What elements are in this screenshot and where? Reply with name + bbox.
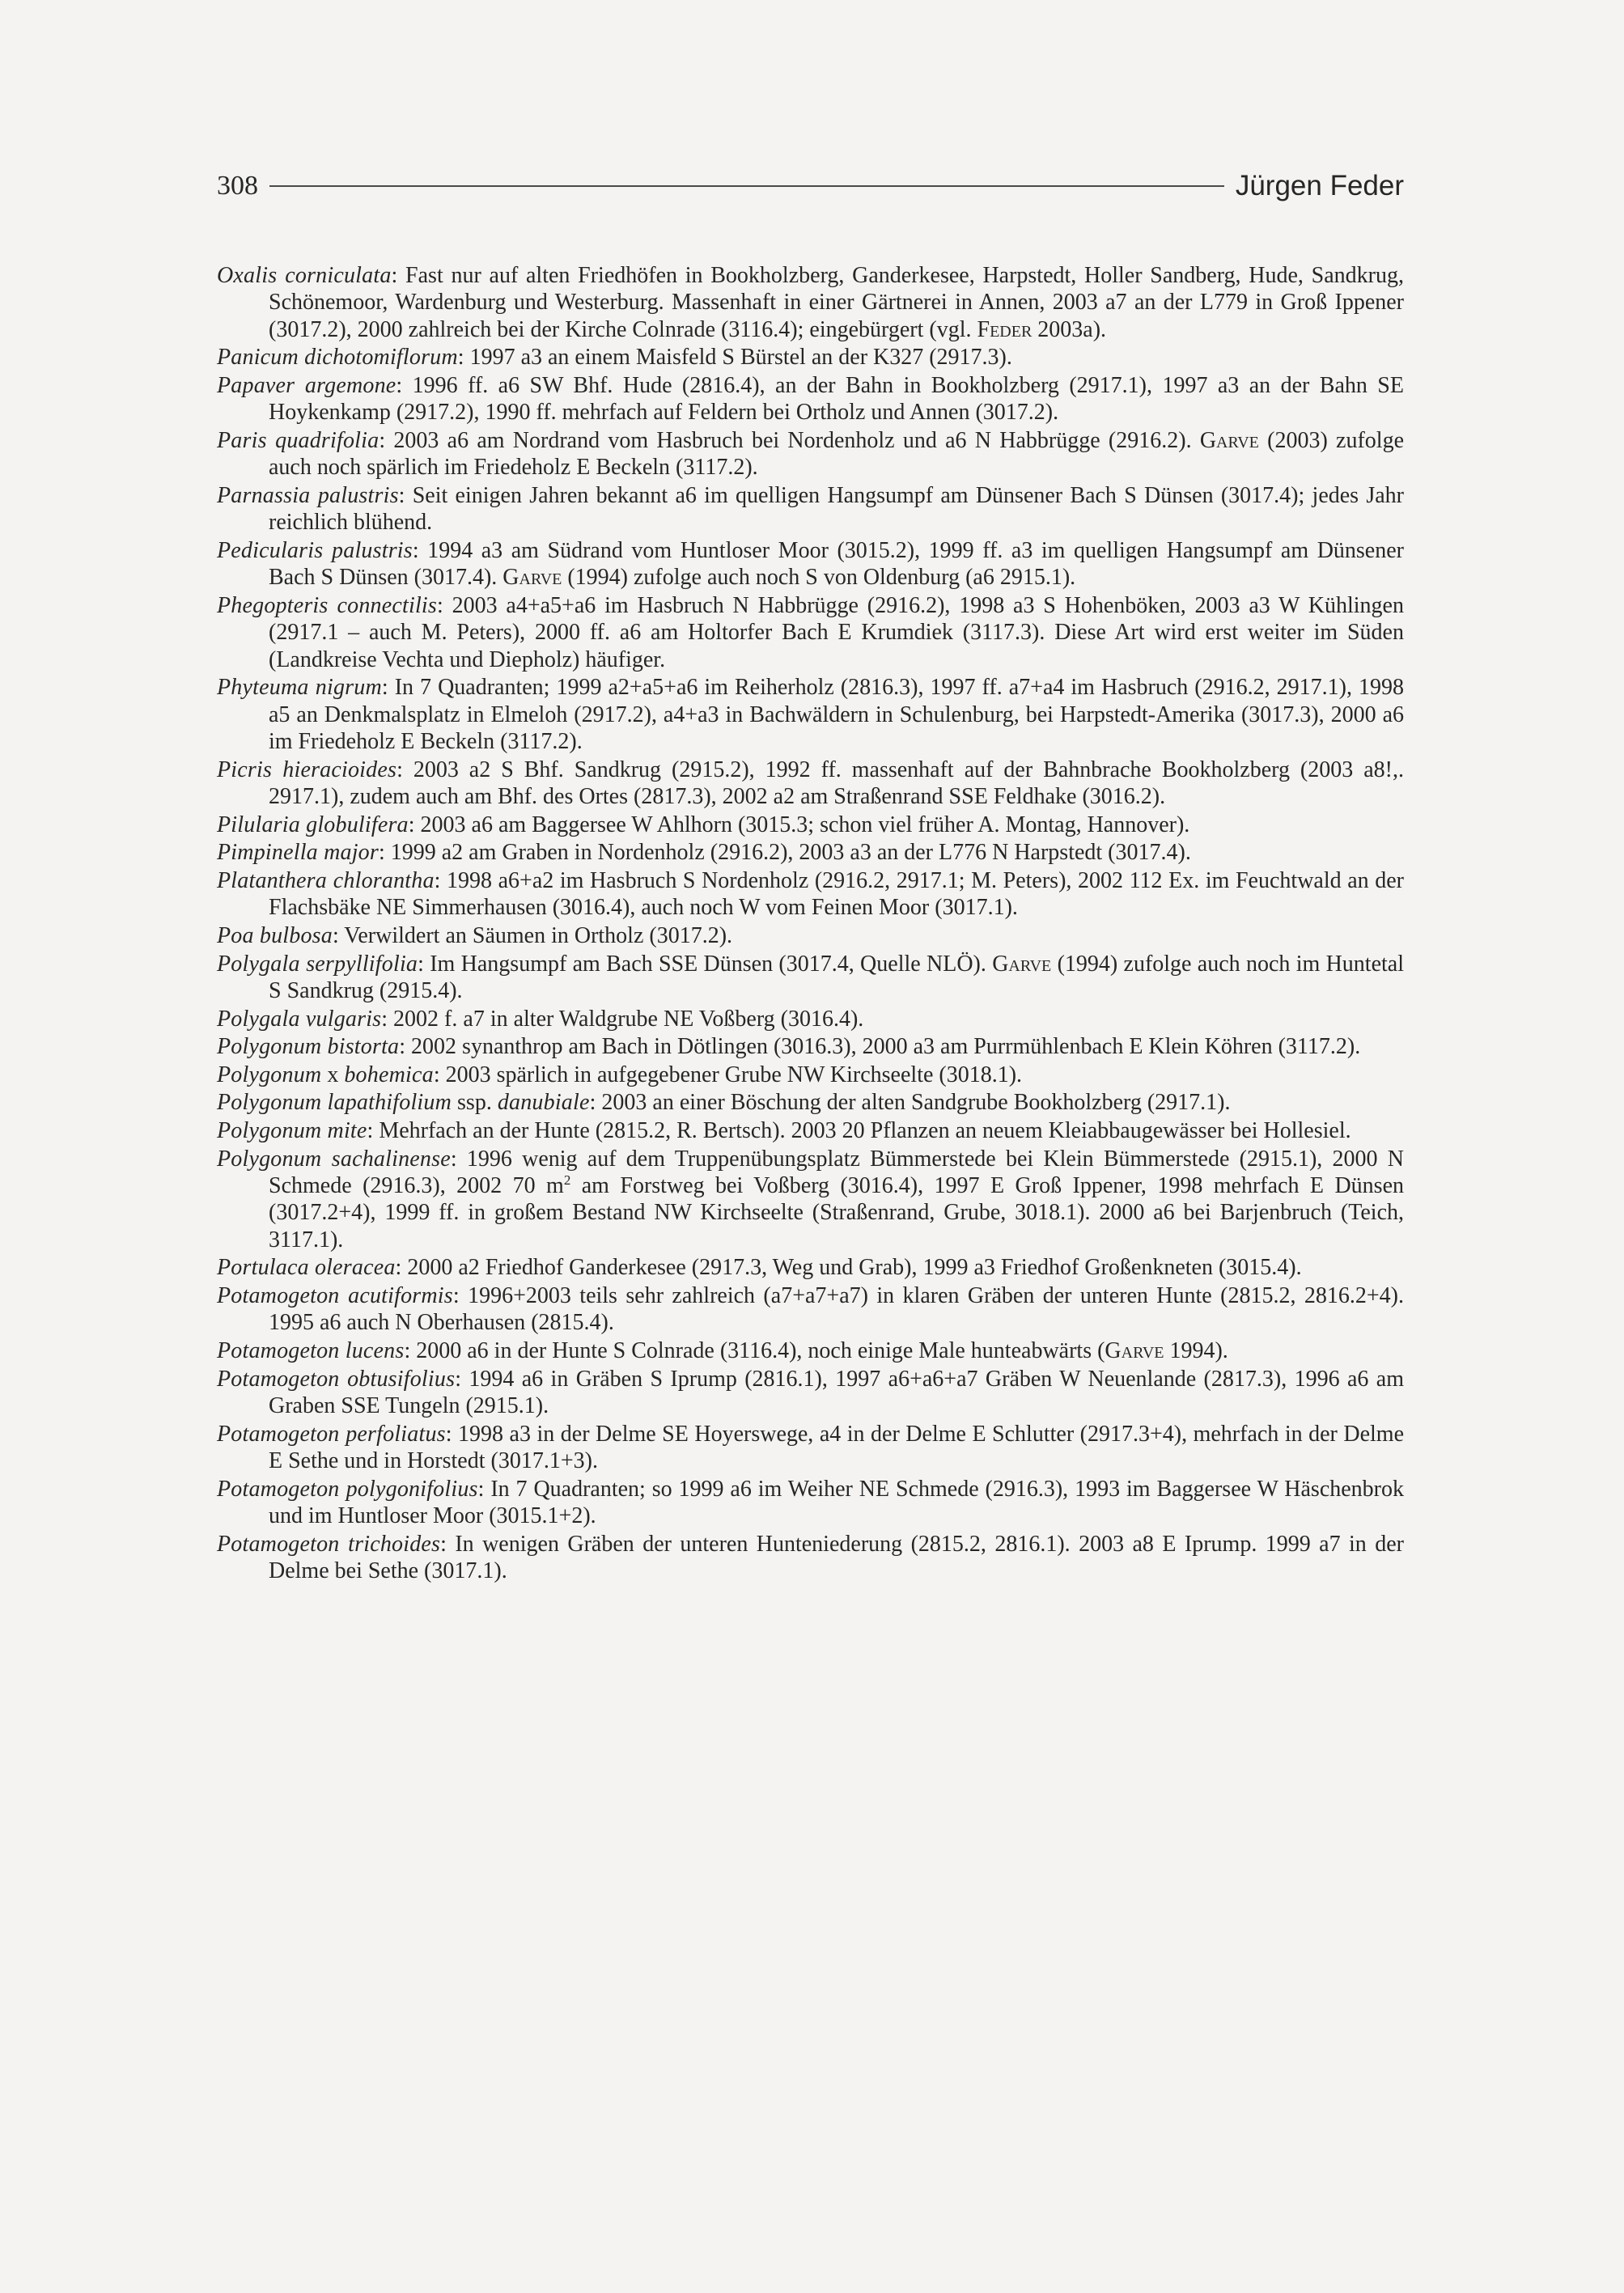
running-head-author: Jürgen Feder (1235, 170, 1404, 201)
species-entry (217, 482, 1404, 536)
entry-text: : 1998 a6+a2 im Hasbruch S Nordenholz (2916.2, 2917.1; M. Peters), 2002 112 Ex. im Feuchtwald an der Flachsbäke NE Simmerhausen (3016.4), auch noch W vom Feinen Moor (3017.1). (269, 868, 1404, 921)
species-entry (217, 1033, 1404, 1060)
entry-text: : 1997 a3 an einem Maisfeld S Bürstel an der K327 (2917.3). (457, 345, 1012, 371)
entry-text: : 2000 a6 in der Hunte S Colnrade (3116.4), noch einige Male hunteabwärts ( (404, 1337, 1105, 1363)
entry-text: am Forstweg bei Voßberg (3016.4), 1997 E Groß Ippener, 1998 mehrfach E Dünsen (3017.2+4), 1999 ff. in großem Bestand NW Kirchseelte (Straßenrand, Grube, 3018.1). 2000 a6 bei Barjenbruch (Teich, 3117.1). (269, 1172, 1405, 1252)
entry-text: : Mehrfach an der Hunte (2815.2, R. Bertsch). 2003 20 Pflanzen an neuem Kleiabbaugewässer bei Hollesiel. (367, 1117, 1351, 1143)
superscript: 2 (563, 1172, 571, 1188)
entry-text: : 2003 an einer Böschung der alten Sandgrube Bookholzberg (2917.1). (589, 1090, 1231, 1116)
species-entry (217, 1337, 1404, 1364)
author-citation: Garve (502, 565, 562, 591)
author-citation: Garve (1199, 428, 1259, 453)
taxon-name: Polygonum (217, 1062, 322, 1087)
taxon-name: Polygonum bistorta (217, 1034, 400, 1060)
species-entry (217, 839, 1404, 866)
species-entry (217, 951, 1404, 1005)
taxon-name: Potamogeton perfoliatus (217, 1421, 446, 1447)
entry-text: 2003a). (1032, 316, 1107, 342)
taxon-name: Portulaca oleracea (217, 1255, 396, 1281)
taxon-name: Polygonum sachalinense (217, 1146, 451, 1172)
entry-text: (1994) zufolge auch noch im Huntetal S Sandkrug (2915.4). (269, 951, 1404, 1003)
entry-text: : 1996+2003 teils sehr zahlreich (a7+a7+a7) in klaren Gräben der unteren Hunte (2815.2, 2816.2+4). 1995 a6 auch N Oberhausen (2815.4). (269, 1282, 1404, 1336)
species-entry (217, 674, 1404, 755)
taxon-epithet: bohemica (344, 1062, 434, 1087)
entry-text: : In 7 Quadranten; 1999 a2+a5+a6 im Reiherholz (2816.3), 1997 ff. a7+a4 im Hasbruch (2916.2, 2917.1), 1998 a5 an Denkmalsplatz in Elmeloh (2917.2), a4+a3 in Bachwäldern in Schulenburg, bei Harpstedt-Amerika (3017.3), 2000 a6 im Friedeholz E Beckeln (3117.2). (269, 675, 1404, 755)
species-entry (217, 922, 1404, 949)
taxon-name: Poa bulbosa (217, 923, 333, 948)
taxon-name: Pilularia globulifera (217, 812, 409, 837)
species-entry (217, 372, 1404, 426)
entry-text: (2003) zufolge auch noch spärlich im Friedeholz E Beckeln (3117.2). (269, 428, 1405, 481)
species-entry (217, 757, 1404, 811)
species-entry (217, 1476, 1404, 1530)
species-entry (217, 1062, 1404, 1088)
running-header (217, 170, 1404, 202)
species-entry (217, 1146, 1404, 1254)
entry-text: 1994). (1164, 1337, 1228, 1363)
entry-text: : 1994 a6 in Gräben S Iprump (2816.1), 1997 a6+a6+a7 Gräben W Neuenlande (2817.3), 1996 a6 am Graben SSE Tungeln (2915.1). (269, 1366, 1404, 1418)
taxon-name: Platanthera chlorantha (217, 868, 435, 893)
entry-text: : 2000 a2 Friedhof Ganderkesee (2917.3, Weg und Grab), 1999 a3 Friedhof Großenkneten (3015.4). (395, 1255, 1302, 1281)
entry-text: : Fast nur auf alten Friedhöfen in Bookholzberg, Ganderkesee, Harpstedt, Holler Sandberg, Hude, Sandkrug, Schönemoor, Wardenburg und Westerburg. Massenhaft in einer Gärtnerei in Annen, 2003 a7 an der L779 in Groß Ippener (3017.2), 2000 zahlreich bei der Kirche Colnrade (3116.4); eingebürgert (vgl. (269, 263, 1404, 342)
entry-text: : In 7 Quadranten; so 1999 a6 im Weiher NE Schmede (2916.3), 1993 im Baggersee W Häschenbrok und im Huntloser Moor (3015.1+2). (269, 1476, 1404, 1528)
entry-text: : 2003 a2 S Bhf. Sandkrug (2915.2), 1992 ff. massenhaft auf der Bahnbrache Bookholzberg (2003 a8!,. 2917.1), zudem auch am Bhf. des Ortes (2817.3), 2002 a2 am Straßenrand SSE Feldhake (3016.2). (269, 757, 1404, 810)
entry-text: : 1996 ff. a6 SW Bhf. Hude (2816.4), an der Bahn in Bookholzberg (2917.1), 1997 a3 an der Bahn SE Hoykenkamp (2917.2), 1990 ff. mehrfach auf Feldern bei Ortholz und Annen (3017.2). (269, 373, 1404, 426)
taxon-epithet: danubiale (497, 1090, 590, 1116)
taxon-name: Pedicularis palustris (217, 538, 413, 563)
entry-text: : In wenigen Gräben der unteren Hunteniederung (2815.2, 2816.1). 2003 a8 E Iprump. 1999 a7 in der Delme bei Sethe (3017.1). (269, 1531, 1404, 1583)
entry-text: (1994) zufolge auch noch S von Oldenburg (a6 2915.1). (562, 565, 1076, 591)
entry-text: : 1996 wenig auf dem Truppenübungsplatz Bümmerstede bei Klein Bümmerstede (2915.1), 2000 N Schmede (2916.3), 2002 70 m (269, 1146, 1404, 1198)
taxon-name: Polygala vulgaris (217, 1006, 382, 1032)
header-rule (269, 185, 1224, 187)
author-citation: Garve (992, 951, 1052, 977)
taxon-name: Papaver argemone (217, 373, 396, 398)
species-entry (217, 537, 1404, 591)
taxon-name: Pimpinella major (217, 840, 379, 866)
species-entry (217, 427, 1404, 481)
species-entry (217, 344, 1404, 371)
species-list (217, 262, 1404, 1586)
taxon-name: Polygonum lapathifolium (217, 1090, 452, 1116)
species-entry (217, 867, 1404, 922)
taxon-name: Potamogeton lucens (217, 1337, 405, 1363)
species-entry (217, 1421, 1404, 1475)
species-entry (217, 1254, 1404, 1281)
taxon-name: Panicum dichotomiflorum (217, 345, 458, 371)
entry-text: : 1999 a2 am Graben in Nordenholz (2916.2), 2003 a3 an der L776 N Harpstedt (3017.4). (378, 840, 1191, 866)
species-entry (217, 1117, 1404, 1144)
taxon-name: Phyteuma nigrum (217, 675, 382, 701)
taxon-name: Phegopteris connectilis (217, 593, 438, 618)
taxon-name: Parnassia palustris (217, 483, 399, 508)
taxon-name: Potamogeton acutiformis (217, 1282, 453, 1308)
entry-text: ssp. (452, 1090, 498, 1116)
species-entry (217, 1282, 1404, 1337)
entry-text: : 2003 spärlich in aufgegebener Grube NW Kirchseelte (3018.1). (433, 1062, 1023, 1087)
taxon-name: Potamogeton trichoides (217, 1531, 441, 1557)
species-entry (217, 1531, 1404, 1585)
taxon-name: Paris quadrifolia (217, 428, 379, 453)
entry-text: : 1998 a3 in der Delme SE Hoyerswege, a4 in der Delme E Schlutter (2917.3+4), mehrfach in der Delme E Sethe und in Horstedt (3017.1+3). (269, 1421, 1404, 1473)
entry-text: : 2003 a6 am Nordrand vom Hasbruch bei Nordenholz und a6 N Habbrügge (2916.2). (379, 428, 1200, 453)
taxon-name: Potamogeton polygonifolius (217, 1476, 478, 1502)
author-citation: Garve (1105, 1337, 1164, 1363)
entry-text: : Verwildert an Säumen in Ortholz (3017.2). (332, 923, 733, 948)
entry-text: : 2003 a4+a5+a6 im Hasbruch N Habbrügge (2916.2), 1998 a3 S Hohenböken, 2003 a3 W Kühlingen (2917.1 – auch M. Peters), 2000 ff. a6 am Holtorfer Bach E Krumdiek (3117.3). Diese Art wird erst weiter im Süden (Landkreise Vechta und Diepholz) häufiger. (269, 593, 1404, 672)
taxon-name: Potamogeton obtusifolius (217, 1366, 456, 1392)
taxon-name: Oxalis corniculata (217, 263, 392, 288)
entry-text: x (321, 1062, 345, 1087)
species-entry (217, 1366, 1404, 1420)
species-entry (217, 1089, 1404, 1116)
entry-text: : Im Hangsumpf am Bach SSE Dünsen (3017.4, Quelle NLÖ). (418, 951, 993, 977)
entry-text: : 1994 a3 am Südrand vom Huntloser Moor (3015.2), 1999 ff. a3 im quelligen Hangsumpf am Dünsener Bach S Dünsen (3017.4). (269, 538, 1404, 591)
species-entry (217, 592, 1404, 673)
species-entry (217, 262, 1404, 343)
entry-text: : 2002 f. a7 in alter Waldgrube NE Voßberg (3016.4). (381, 1006, 864, 1032)
taxon-name: Picris hieracioides (217, 757, 397, 782)
entry-text: : 2002 synanthrop am Bach in Dötlingen (3016.3), 2000 a3 am Purrmühlenbach E Klein Köhren (3117.2). (399, 1034, 1361, 1060)
taxon-name: Polygala serpyllifolia (217, 951, 418, 977)
page-number: 308 (217, 171, 258, 201)
taxon-name: Polygonum mite (217, 1117, 367, 1143)
entry-text: : Seit einigen Jahren bekannt a6 im quelligen Hangsumpf am Dünsener Bach S Dünsen (3017.4); jedes Jahr reichlich blühend. (269, 483, 1404, 536)
entry-text: : 2003 a6 am Baggersee W Ahlhorn (3015.3; schon viel früher A. Montag, Hannover). (408, 812, 1190, 837)
species-entry (217, 812, 1404, 838)
author-citation: Feder (977, 316, 1032, 342)
species-entry (217, 1006, 1404, 1032)
